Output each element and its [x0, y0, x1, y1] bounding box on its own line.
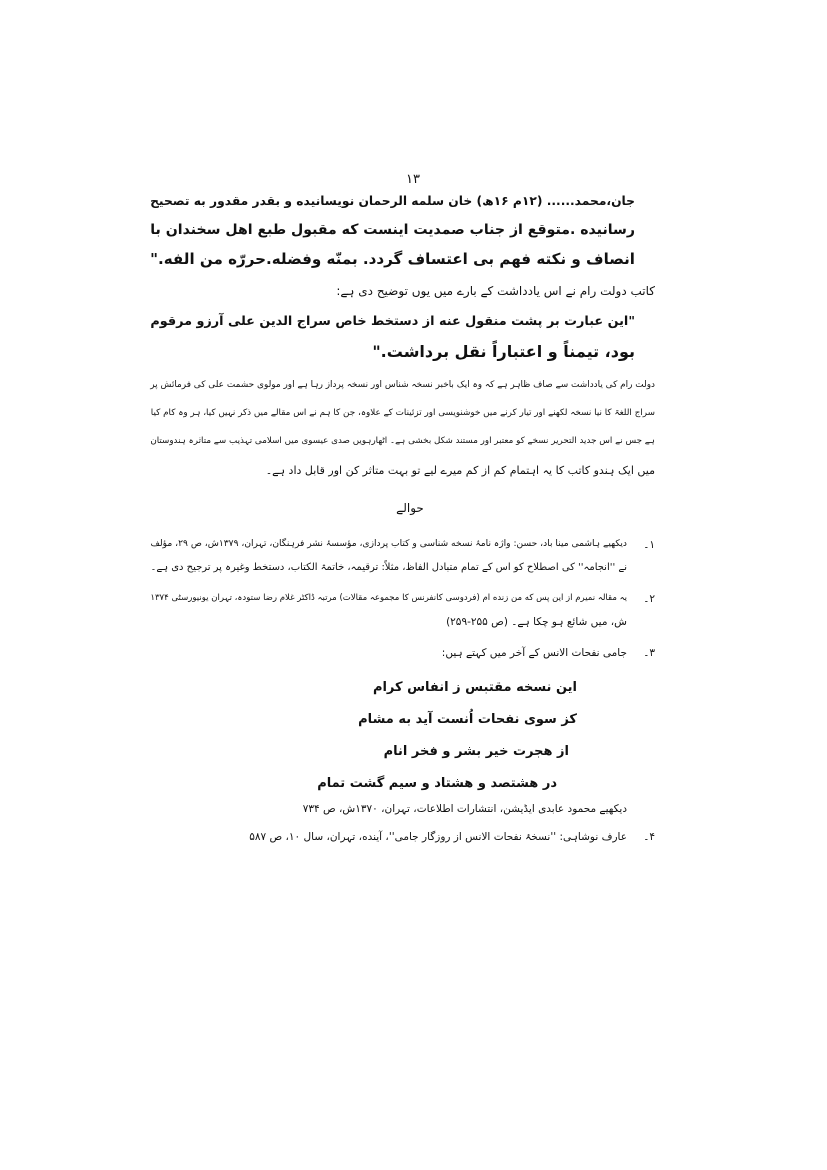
verse-line: کز سوی نفحات اُنست آید به مشام	[358, 712, 577, 727]
footnote-line: دیکھیے محمود عابدی ایڈیشن، انتشارات اطلاعات، تہران، ۱۳۷۰ش، ص ۷۳۴	[302, 803, 627, 815]
paragraph-line: ہے جس نے اس جدید التحریر نسخے کو معتبر اور مستند شکل بخشی ہے۔ اٹھارہویں صدی عیسوی میں اسلامی تہذیب سے متاثرہ ہندوستان	[150, 436, 655, 446]
paragraph-line: دولت رام کی یادداشت سے صاف ظاہر ہے کہ وہ ایک باخبر نسخہ شناس اور نسخہ پرداز رہا ہے اور مولوی حشمت علی کی فرمائش پر	[150, 380, 655, 390]
footnote-line: ش، میں شائع ہو چکا ہے۔ (ص ۲۵۵-۲۵۹)	[446, 616, 627, 628]
footnote-line: نے ''انجامہ'' کی اصطلاح کو اس کے تمام متبادل الفاظ، مثلاً: ترقیمہ، خاتمۃ الکتاب، دستخط وغیرہ پر ترجیح دی ہے۔	[150, 562, 627, 573]
verse-line: از هجرت خیر بشر و فخر انام	[383, 744, 569, 759]
verse-line: این نسخه مقتبس ز انفاس کرام	[372, 680, 577, 695]
footnote-line: عارف نوشاہی: ''نسخۂ نفحات الانس از روزگار جامی''، آینده، تہران، سال ۱۰، ص ۵۸۷	[249, 831, 627, 843]
references-heading: حوالے	[396, 501, 424, 515]
quote-line: جان،محمد...... (۱۲م ۱۶ھ) خان سلمه الرحمان نویسانیده و بقدر مقدور به تصحیح	[150, 194, 635, 208]
footnote-number: ۴۔	[643, 831, 655, 843]
footnote-number: ۳۔	[643, 647, 655, 659]
paragraph-line: سراج اللغۃ کا نیا نسخہ لکھنے اور تیار کرنے میں خوشنویسی اور تزئینات کے علاوہ، جن کا ہم نے اس مقالے میں ذکر نہیں کیا، ہر وہ کام کیا	[150, 408, 655, 418]
quote-line: "این عبارت بر پشت منقول عنه از دستخط خاص سراج الدین علی آرزو مرقوم	[150, 314, 635, 329]
footnote-line: دیکھیے ہاشمی مینا باد، حسن: واژہ نامۂ نسخه شناسی و کتاب پردازی، مؤسسۂ نشر فرہنگان، تہران، ۱۳۷۹ش، ص ۲۹، مؤلف	[150, 539, 627, 549]
footnote-number: ۲۔	[643, 593, 655, 605]
intro-line: کاتب دولت رام نے اس یادداشت کے بارے میں یوں توضیح دی ہے:	[336, 284, 655, 298]
paragraph-line: میں ایک ہندو کاتب کا یہ اہتمام کم از کم میرے لیے تو بہت متاثر کن اور قابل داد ہے۔	[265, 464, 655, 477]
page-number: ۱۳	[406, 172, 420, 187]
verse-line: در هشتصد و هشتاد و سیم گشت تمام	[317, 776, 557, 791]
quote-line: انصاف و نکته فهم بی اعتساف گردد. بمنّه وفضله.حررّه من الفه."	[150, 250, 635, 268]
footnote-line: یہ مقالہ نمیرم از این پس که من زنده ام (فردوسی کانفرنس کا مجموعہ مقالات) مرتبہ ڈاکٹر غلام رضا ستودہ، تہران یونیورسٹی ۱۳۷۴	[150, 593, 627, 603]
footnote-line: جامی نفحات الانس کے آخر میں کہتے ہیں:	[441, 647, 627, 659]
quote-line: بود، تیمناً و اعتباراً نقل برداشت."	[372, 342, 635, 361]
quote-line: رسانیده .متوقع از جناب صمدیت اینست که مقبول طبع اهل سخندان با	[150, 222, 635, 238]
footnote-number: ۱۔	[643, 539, 655, 551]
